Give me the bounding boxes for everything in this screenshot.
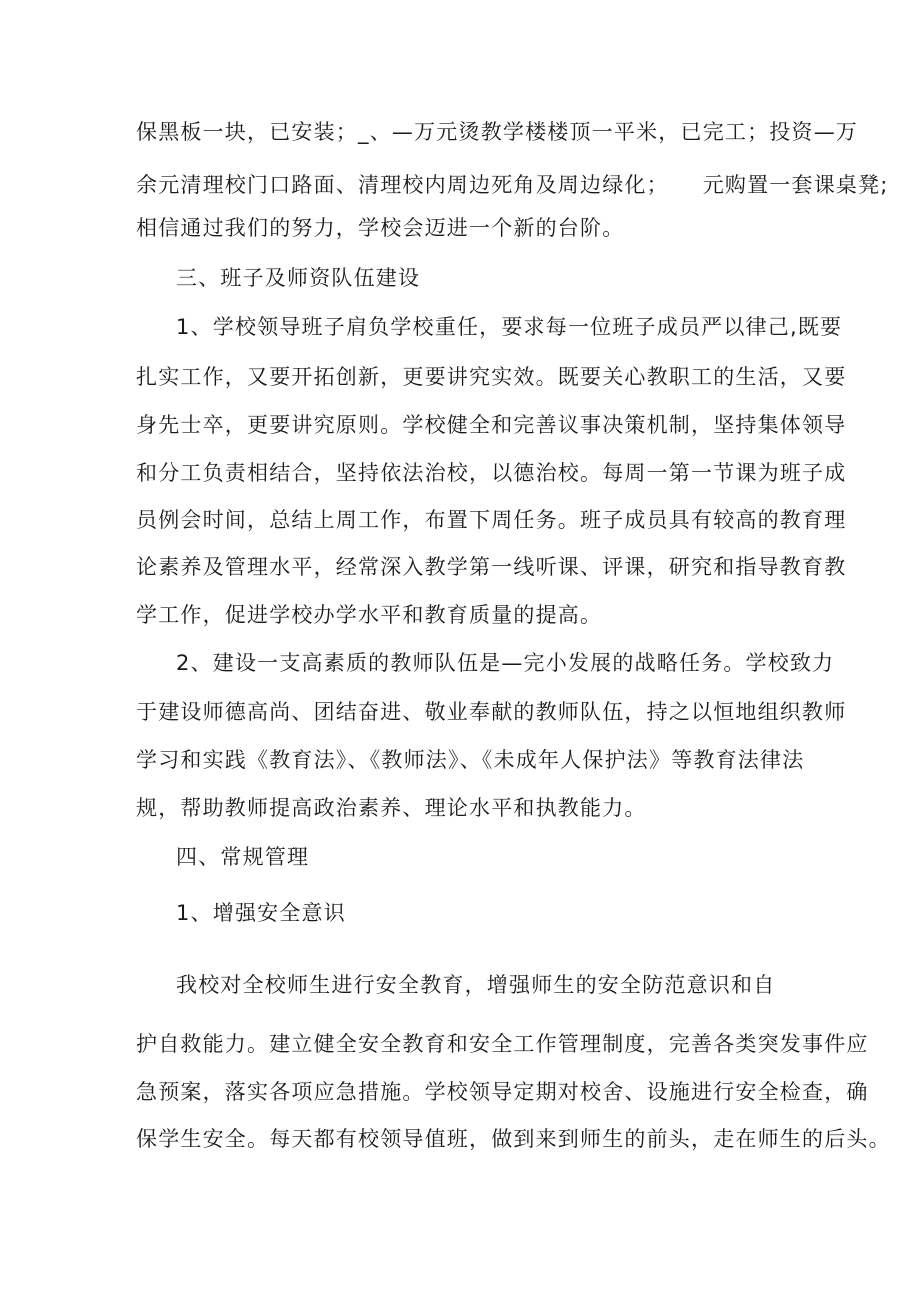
text-line: 保黑板一块，已安装；_、—万元烫教学楼楼顶一平米，已完工；投资—万 — [136, 120, 859, 144]
section-heading: 四、常规管理 — [176, 845, 310, 869]
section-heading: 三、班子及师资队伍建设 — [176, 266, 421, 290]
text-line: 于建设师德高尚、团结奋进、敬业奉献的教师队伍，持之以恒地组织教师 — [136, 700, 847, 724]
text-line: 学工作，促进学校办学水平和教育质量的提高。 — [136, 603, 603, 627]
text-line: 护自救能力。建立健全安全教育和安全工作管理制度，完善各类突发事件应 — [136, 1032, 869, 1056]
subsection-heading: 1、增强安全意识 — [176, 901, 346, 925]
text-line: 相信通过我们的努力，学校会迈进一个新的台阶。 — [136, 216, 625, 240]
text-line: 余元清理校门口路面、清理校内周边死角及周边绿化； 元购置一套课桌凳; — [136, 173, 889, 197]
text-line: 扎实工作，又要开拓创新，更要讲究实效。既要关心教职工的生活，又要 — [136, 365, 847, 389]
text-line: 论素养及管理水平，经常深入教学第一线听课、评课，研究和指导教育教 — [136, 555, 847, 579]
text-line: 员例会时间，总结上周工作，布置下周任务。班子成员具有较高的教育理 — [136, 508, 847, 532]
text-line: 身先士卒，更要讲究原则。学校健全和完善议事决策机制，坚持集体领导 — [136, 413, 847, 437]
text-line: 我校对全校师生进行安全教育，增强师生的安全防范意识和自 — [176, 973, 776, 997]
text-line: 急预案，落实各项应急措施。学校领导定期对校舍、设施进行安全检查，确 — [136, 1080, 869, 1104]
text-line: 1、学校领导班子肩负学校重任，要求每一位班子成员严以律己,既要 — [176, 315, 843, 339]
text-line: 规，帮助教师提高政治素养、理论水平和执教能力。 — [136, 796, 647, 820]
text-line: 学习和实践《教育法》、《教师法》、《未成年人保护法》等教育法律法 — [136, 748, 805, 772]
text-line: 和分工负责相结合，坚持依法治校，以德治校。每周一第一节课为班子成 — [136, 461, 847, 485]
text-line: 保学生安全。每天都有校领导值班，做到来到师生的前头，走在师生的后头。 — [136, 1127, 891, 1151]
text-line: 2、建设一支高素质的教师队伍是—完小发展的战略任务。学校致力 — [176, 651, 835, 675]
